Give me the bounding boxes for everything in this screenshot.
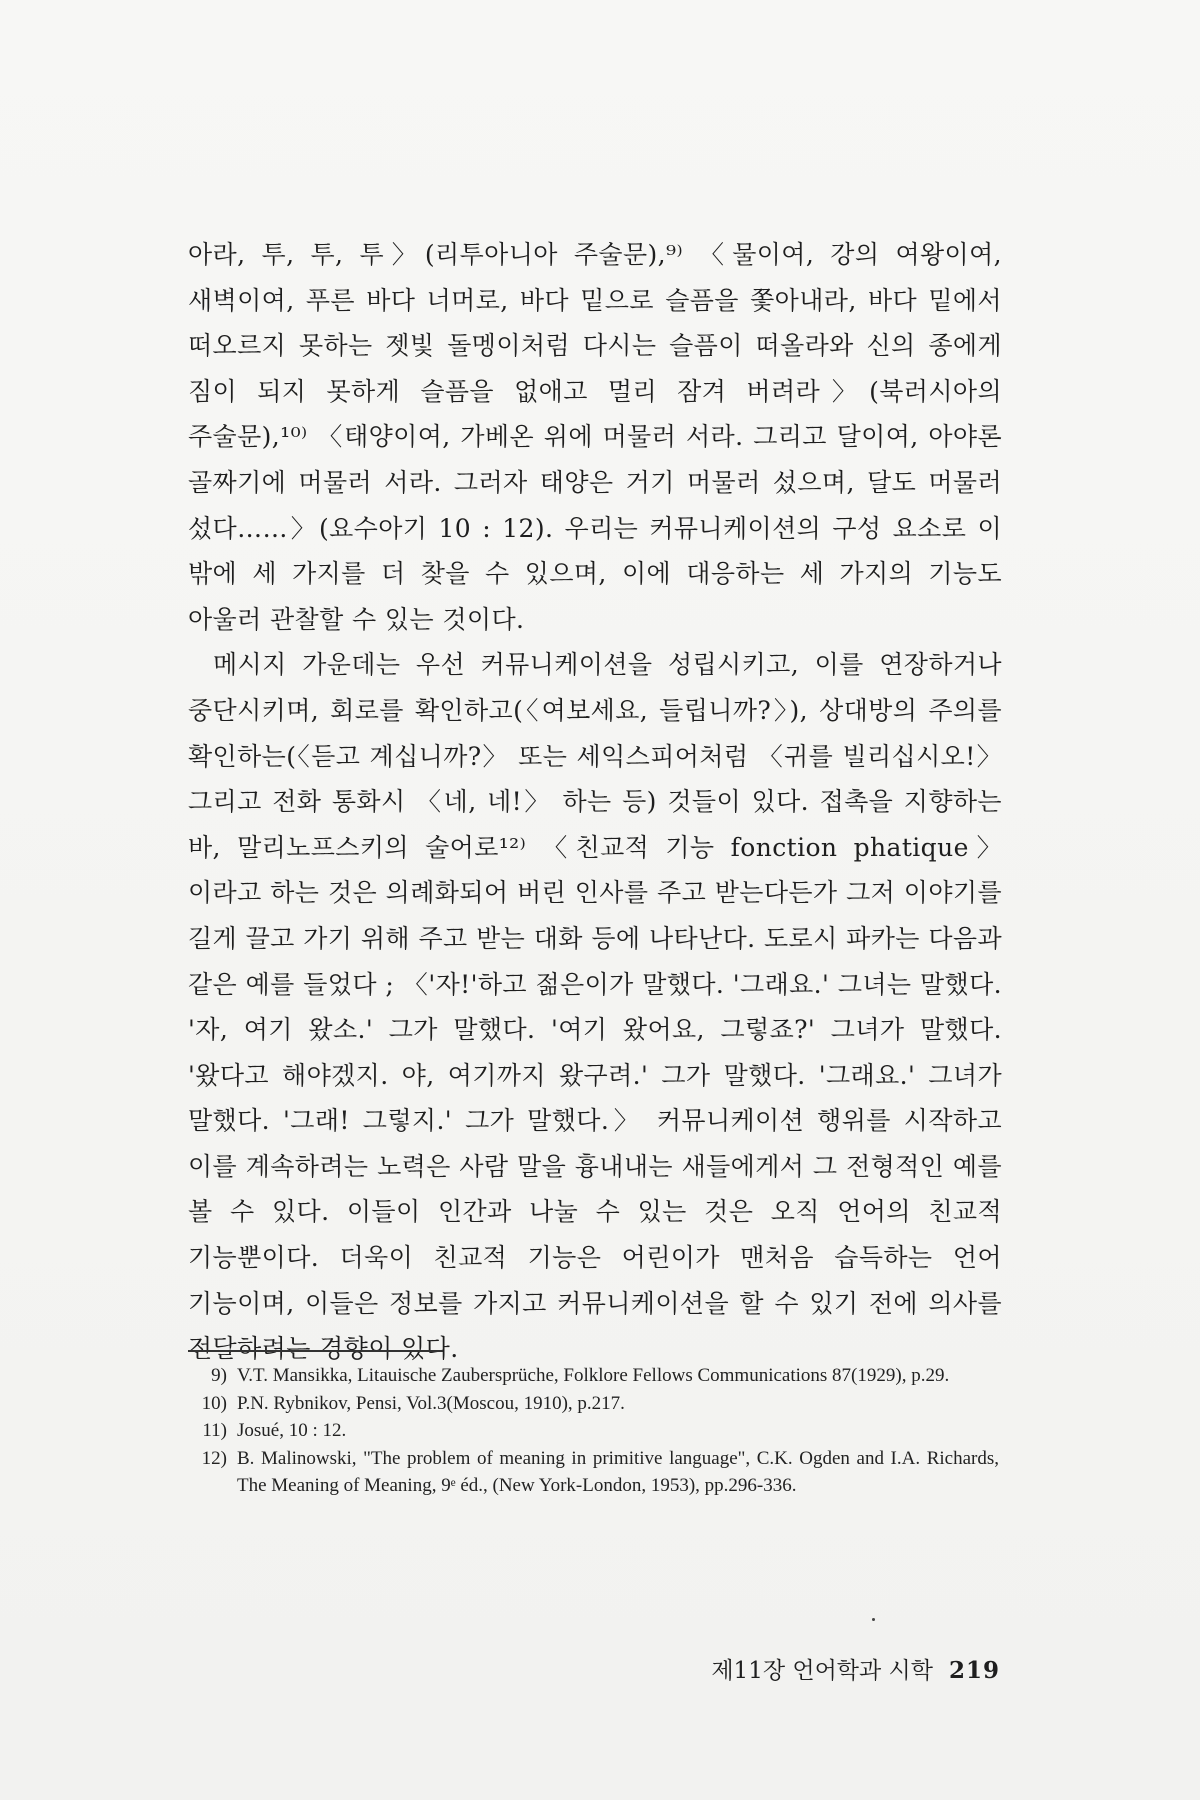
footnote-number: 11) [202,1420,227,1441]
footnote-number: 9) [211,1365,227,1386]
print-speck [872,1618,875,1621]
footnote-number: 10) [201,1392,227,1414]
footnote-separator [188,1350,443,1352]
footnotes [195,1362,999,1500]
footnote [195,1445,999,1500]
footnote-text: P.N. Rybnikov, Pensi, Vol.3(Moscou, 1910), p.217. [237,1392,625,1414]
footnote [195,1417,999,1445]
running-footer [711,1652,1000,1685]
footnote [195,1362,999,1390]
footnote-text: V.T. Mansikka, Litauische Zaubersprüche, Folklore Fellows Communications 87(1929), p.29. [237,1365,950,1386]
footnote-text: Josué, 10 : 12. [237,1420,347,1441]
footnote [195,1390,999,1418]
footnote-number: 12) [201,1447,227,1469]
page-number: 219 [948,1657,1000,1684]
paragraph-1: 아라, 투, 투, 투〉(리투아니아 주술문),⁹⁾ 〈물이여, 강의 여왕이여, 새벽이여, 푸른 바다 너머로, 바다 밑으로 슬픔을 쫓아내라, 바다 밑에서 떠오르지 못하는 젯빛 돌멩이처럼 다시는 슬픔이 떠올라와 신의 종에게 짐이 되지 못하게 슬픔을 없애고 멀리 잠겨 버려라〉(북러시아의 주술문),¹⁰⁾ 〈태양이여, 가베온 위에 머물러 서라. 그리고 달이여, 아야론 골짜기에 머물러 서라. 그러자 태양은 거기 머물러 섰으며, 달도 머물러 섰다……〉(요수아기 10 : 12). 우리는 커뮤니케이션의 구성 요소로 이 밖에 세 가지를 더 찾을 수 있으며, 이에 대응하는 세 가지의 기능도 아울러 관찰할 수 있는 것이다. [188,240,1002,634]
chapter-title: 제11장 언어학과 시학 [711,1658,933,1684]
footnote-text: B. Malinowski, "The problem of meaning in primitive language", C.K. Ogden and I.A. Richards, The Meaning of Meaning, 9ᵉ éd., (New York-London, 1953), pp.296-336. [237,1447,999,1496]
paragraph-2: 메시지 가운데는 우선 커뮤니케이션을 성립시키고, 이를 연장하거나 중단시키며, 회로를 확인하고(〈여보세요, 들립니까?〉), 상대방의 주의를 확인하는(〈듣고 계십니까?〉 또는 세익스피어처럼 〈귀를 빌리십시오!〉 그리고 전화 통화시 〈네, 네!〉 하는 등) 것들이 있다. 접촉을 지향하는 바, 말리노프스키의 술어로¹²⁾ 〈친교적 기능 fonction phatique〉이라고 하는 것은 의례화되어 버린 인사를 주고 받는다든가 그저 이야기를 길게 끌고 가기 위해 주고 받는 대화 등에 나타난다. 도로시 파카는 다음과 같은 예를 들었다 ; 〈'자!'하고 젊은이가 말했다. '그래요.' 그녀는 말했다. '자, 여기 왔소.' 그가 말했다. '여기 왔어요, 그렇죠?' 그녀가 말했다. '왔다고 해야겠지. 야, 여기까지 왔구려.' 그가 말했다. '그래요.' 그녀가 말했다. '그래! 그렇지.' 그가 말했다.〉 커뮤니케이션 행위를 시작하고 이를 계속하려는 노력은 사람 말을 흉내내는 새들에게서 그 전형적인 예를 볼 수 있다. 이들이 인간과 나눌 수 있는 것은 오직 언어의 친교적 기능뿐이다. 더욱이 친교적 기능은 어린이가 맨처음 습득하는 언어 기능이며, 이들은 정보를 가지고 커뮤니케이션을 할 수 있기 전에 의사를 전달하려는 경향이 있다. [188,650,1002,1364]
main-text [188,232,1002,1372]
